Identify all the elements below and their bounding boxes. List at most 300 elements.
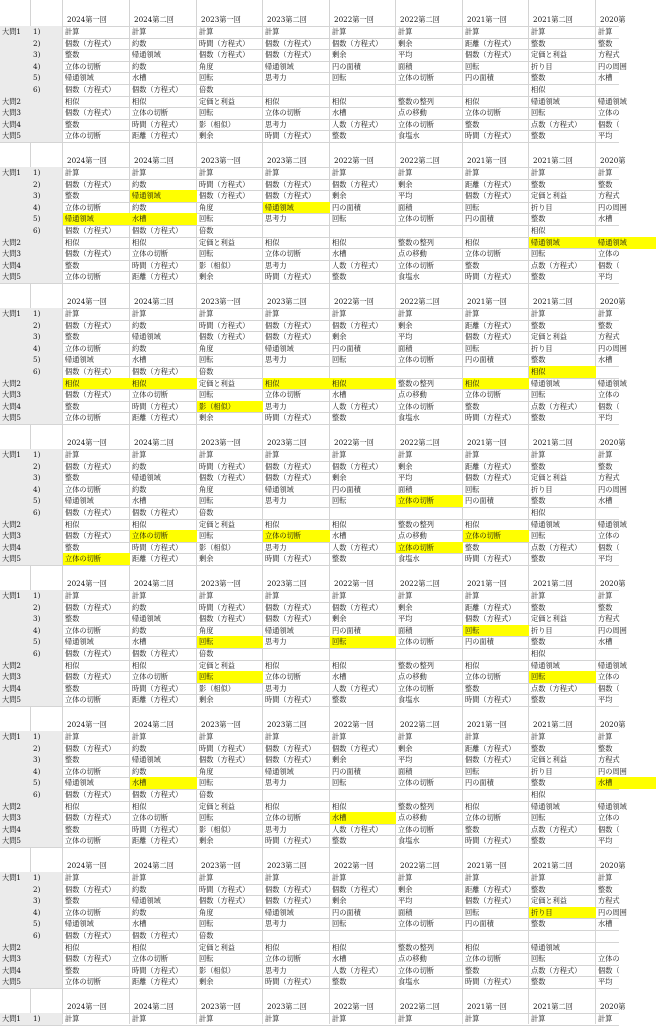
topic-cell[interactable]: 相似 xyxy=(332,942,347,952)
topic-cell[interactable]: 個数（方程式） xyxy=(265,884,316,894)
sub-question-label[interactable]: 3) xyxy=(33,332,41,342)
question-label[interactable]: 大問2 xyxy=(2,96,21,106)
topic-cell[interactable]: 計算 xyxy=(265,168,280,177)
sub-question-label[interactable]: 3) xyxy=(33,755,41,765)
topic-cell[interactable]: 思考力 xyxy=(265,637,287,647)
topic-cell[interactable]: 整数 xyxy=(332,131,347,141)
topic-cell[interactable]: 計算 xyxy=(265,732,280,741)
topic-cell[interactable]: 立体の切断 xyxy=(65,202,101,212)
topic-cell[interactable]: 剰余 xyxy=(398,461,413,471)
topic-cell[interactable]: 距離（方程式） xyxy=(132,413,183,423)
topic-cell[interactable]: 倍数 xyxy=(199,931,214,940)
sub-question-label[interactable]: 4) xyxy=(33,907,41,917)
topic-cell[interactable]: 点の移動 xyxy=(398,531,427,541)
column-header[interactable]: 2021第一回 xyxy=(467,297,507,306)
topic-cell[interactable]: 時間（方程式） xyxy=(132,119,183,129)
topic-cell[interactable]: 立体の切断 xyxy=(396,542,463,554)
topic-cell[interactable]: 相似 xyxy=(465,237,480,247)
topic-cell[interactable]: 水槽 xyxy=(598,355,613,365)
topic-cell[interactable]: 水槽 xyxy=(132,496,147,506)
topic-cell[interactable]: 帰通領域 xyxy=(130,190,197,202)
topic-cell[interactable]: 帰通領域 xyxy=(265,343,294,353)
topic-cell[interactable]: 時間（方程式） xyxy=(199,743,250,753)
topic-cell[interactable]: 思考力 xyxy=(265,355,287,365)
topic-cell[interactable]: 個数（方程式） xyxy=(65,790,116,799)
sub-question-label[interactable]: 1) xyxy=(33,450,41,459)
topic-cell[interactable]: 剰余 xyxy=(332,332,347,342)
topic-cell[interactable]: 約数 xyxy=(132,38,147,48)
topic-cell[interactable]: 個数（方程式） xyxy=(65,672,116,682)
topic-cell[interactable]: 水槽 xyxy=(132,919,147,929)
topic-cell[interactable]: 時間（方程式） xyxy=(465,695,516,705)
column-header[interactable]: 2022第二回 xyxy=(400,861,440,870)
topic-cell[interactable]: 倍数 xyxy=(199,508,214,517)
sub-question-label[interactable]: 2) xyxy=(33,743,41,753)
topic-cell[interactable]: 人数（方程式） xyxy=(332,542,383,552)
topic-cell[interactable]: 食塩水 xyxy=(398,977,420,987)
topic-cell[interactable]: 約数 xyxy=(132,907,147,917)
column-header[interactable]: 2021第一回 xyxy=(467,438,507,447)
topic-cell[interactable]: 個数（方程式） xyxy=(132,85,183,94)
topic-cell[interactable]: 帰通領域 xyxy=(132,473,161,483)
column-header[interactable]: 2021第一回 xyxy=(467,156,507,165)
topic-cell[interactable]: 整数 xyxy=(531,496,546,506)
topic-cell[interactable]: 思考力 xyxy=(265,401,287,411)
topic-cell[interactable]: 立体の切断 xyxy=(132,108,168,118)
topic-cell[interactable]: 個数（ xyxy=(598,542,620,552)
sub-question-label[interactable]: 4) xyxy=(33,202,41,212)
topic-cell[interactable] xyxy=(396,84,463,96)
topic-cell[interactable]: 時間（方程式） xyxy=(465,413,516,423)
topic-cell[interactable]: 個数（方程式） xyxy=(65,390,116,400)
column-header[interactable]: 2022第二回 xyxy=(400,579,440,588)
topic-cell[interactable] xyxy=(330,225,396,237)
column-header[interactable]: 2022第二回 xyxy=(400,1002,440,1011)
topic-cell[interactable]: 帰通領域 xyxy=(132,896,161,906)
topic-cell[interactable]: 整数の整列 xyxy=(398,519,434,529)
question-label[interactable]: 大問4 xyxy=(2,119,21,129)
topic-cell[interactable]: 計算 xyxy=(265,591,280,600)
topic-cell[interactable]: 立体の xyxy=(598,249,620,259)
column-header[interactable]: 2023第一回 xyxy=(201,1002,241,1011)
column-header[interactable]: 2022第一回 xyxy=(334,861,374,870)
topic-cell[interactable]: 計算 xyxy=(65,591,80,600)
topic-cell[interactable]: 整数 xyxy=(65,542,80,552)
topic-cell[interactable]: 帰通領域 xyxy=(531,660,560,670)
topic-cell[interactable]: 回転 xyxy=(199,496,214,506)
column-header[interactable]: 2020第 xyxy=(600,438,626,447)
topic-cell[interactable]: 立体の切断 xyxy=(465,954,501,964)
topic-cell[interactable]: 回転 xyxy=(531,390,546,400)
topic-cell[interactable]: 立体の切断 xyxy=(132,813,168,823)
topic-cell[interactable]: 計算 xyxy=(398,309,413,318)
topic-cell[interactable]: 水槽 xyxy=(598,496,613,506)
topic-cell[interactable]: 計算 xyxy=(132,27,147,36)
topic-cell[interactable]: 個数（方程式） xyxy=(65,649,116,658)
topic-cell[interactable]: 相似 xyxy=(65,237,80,247)
topic-cell[interactable]: 約数 xyxy=(132,602,147,612)
topic-cell[interactable]: 水槽 xyxy=(332,672,347,682)
topic-cell[interactable]: 角度 xyxy=(199,484,214,494)
topic-cell[interactable]: 時間（方程式） xyxy=(132,401,183,411)
topic-cell[interactable]: 立体の切断 xyxy=(132,249,168,259)
topic-cell[interactable]: 計算 xyxy=(398,591,413,600)
topic-cell[interactable]: 相似 xyxy=(330,378,396,390)
topic-cell[interactable]: 回転 xyxy=(199,73,214,83)
topic-cell[interactable]: 回転 xyxy=(465,766,480,776)
topic-cell[interactable]: 個数（方程式） xyxy=(65,508,116,517)
topic-cell[interactable]: 点数（方程式） xyxy=(531,824,582,834)
column-header[interactable]: 2021第一回 xyxy=(467,720,507,729)
topic-cell[interactable]: 計算 xyxy=(132,450,147,459)
topic-cell[interactable]: 約数 xyxy=(132,766,147,776)
topic-cell[interactable]: 個数（方程式） xyxy=(265,896,316,906)
topic-cell[interactable]: 整数 xyxy=(65,614,80,624)
topic-cell[interactable]: 整数 xyxy=(598,743,613,753)
topic-cell[interactable]: 個数（方程式） xyxy=(65,179,116,189)
topic-cell[interactable]: 計算 xyxy=(465,1014,480,1023)
topic-cell[interactable]: 個数（方程式） xyxy=(199,50,250,60)
topic-cell[interactable]: 距離（方程式） xyxy=(465,38,516,48)
topic-cell[interactable]: 剰余 xyxy=(398,179,413,189)
topic-cell[interactable]: 剰余 xyxy=(398,38,413,48)
topic-cell[interactable]: 整数 xyxy=(531,73,546,83)
topic-cell[interactable]: 整数 xyxy=(332,977,347,987)
topic-cell[interactable]: 剰余 xyxy=(199,695,214,705)
topic-cell[interactable]: 相似 xyxy=(265,96,280,106)
topic-cell[interactable]: 面積 xyxy=(398,202,413,212)
topic-cell[interactable]: 立体の切断 xyxy=(398,824,434,834)
topic-cell[interactable]: 剰余 xyxy=(332,614,347,624)
topic-cell[interactable]: 計算 xyxy=(398,450,413,459)
topic-cell[interactable]: 回転 xyxy=(199,954,214,964)
column-header[interactable]: 2023第一回 xyxy=(201,297,241,306)
topic-cell[interactable]: 相似 xyxy=(465,660,480,670)
topic-cell[interactable]: 相似 xyxy=(332,237,347,247)
sub-question-label[interactable]: 6) xyxy=(33,649,41,658)
topic-cell[interactable]: 立体の切断 xyxy=(463,530,529,542)
topic-cell[interactable]: 点数（方程式） xyxy=(531,401,582,411)
question-label[interactable]: 大問4 xyxy=(2,965,21,975)
topic-cell[interactable]: 個数（方程式） xyxy=(65,954,116,964)
topic-cell[interactable]: 計算 xyxy=(65,27,80,36)
topic-cell[interactable]: 立体の切断 xyxy=(265,108,301,118)
topic-cell[interactable]: 剰余 xyxy=(398,884,413,894)
topic-cell[interactable]: 整数 xyxy=(531,272,546,282)
topic-cell[interactable]: 立体の切断 xyxy=(465,108,501,118)
topic-cell[interactable]: 整数 xyxy=(465,824,480,834)
column-header[interactable]: 2024第二回 xyxy=(134,438,174,447)
topic-cell[interactable]: 回転 xyxy=(330,636,396,648)
sub-question-label[interactable]: 4) xyxy=(33,766,41,776)
question-label[interactable]: 大問5 xyxy=(2,131,21,141)
topic-cell[interactable]: 円の面積 xyxy=(332,766,361,776)
sub-question-label[interactable]: 2) xyxy=(33,38,41,48)
topic-cell[interactable]: 人数（方程式） xyxy=(332,401,383,411)
topic-cell[interactable]: 計算 xyxy=(199,27,214,36)
topic-cell[interactable]: 角度 xyxy=(199,766,214,776)
topic-cell[interactable]: 整数 xyxy=(598,602,613,612)
topic-cell[interactable]: 整数 xyxy=(332,272,347,282)
topic-cell[interactable]: 計算 xyxy=(132,873,147,882)
topic-cell[interactable]: 水槽 xyxy=(332,108,347,118)
topic-cell[interactable]: 計算 xyxy=(465,27,480,36)
topic-cell[interactable]: 相似 xyxy=(332,519,347,529)
topic-cell[interactable]: 立体の xyxy=(598,813,620,823)
topic-cell[interactable]: 角度 xyxy=(199,202,214,212)
topic-cell[interactable]: 計算 xyxy=(598,1014,613,1023)
topic-cell[interactable]: 円の面積 xyxy=(465,919,494,929)
topic-cell[interactable]: 帰通領域 xyxy=(531,519,560,529)
topic-cell[interactable]: 計算 xyxy=(199,732,214,741)
topic-cell[interactable]: 整数 xyxy=(65,191,80,201)
column-header[interactable]: 2020第 xyxy=(600,1002,626,1011)
topic-cell[interactable]: 回転 xyxy=(199,108,214,118)
topic-cell[interactable]: 計算 xyxy=(531,591,546,600)
sub-question-label[interactable]: 5) xyxy=(33,778,41,788)
topic-cell[interactable]: 整数 xyxy=(465,965,480,975)
topic-cell[interactable]: 個数（方程式） xyxy=(132,931,183,940)
question-label[interactable]: 大問1 xyxy=(2,27,21,36)
topic-cell[interactable]: 円の周囲 xyxy=(598,484,627,494)
topic-cell[interactable]: 立体の切断 xyxy=(265,249,301,259)
column-header[interactable]: 2023第一回 xyxy=(201,438,241,447)
topic-cell[interactable]: 立体の切断 xyxy=(130,530,197,542)
topic-cell[interactable]: 剰余 xyxy=(199,977,214,987)
topic-cell[interactable]: 計算 xyxy=(199,873,214,882)
topic-cell[interactable] xyxy=(396,648,463,660)
topic-cell[interactable]: 立体の切断 xyxy=(65,695,101,705)
topic-cell[interactable]: 時間（方程式） xyxy=(465,272,516,282)
question-label[interactable]: 大問1 xyxy=(2,591,21,600)
topic-cell[interactable]: 個数（方程式） xyxy=(265,461,316,471)
column-header[interactable]: 2024第二回 xyxy=(134,297,174,306)
column-header[interactable]: 2024第一回 xyxy=(67,720,107,729)
topic-cell[interactable]: 距離（方程式） xyxy=(465,884,516,894)
sub-question-label[interactable]: 3) xyxy=(33,896,41,906)
topic-cell[interactable]: 立体の切断 xyxy=(465,813,501,823)
topic-cell[interactable]: 個数（方程式） xyxy=(65,931,116,940)
topic-cell[interactable]: 距離（方程式） xyxy=(132,977,183,987)
topic-cell[interactable]: 帰通領域 xyxy=(65,778,94,788)
topic-cell[interactable]: 帰通領域 xyxy=(265,766,294,776)
topic-cell[interactable]: 思考力 xyxy=(265,683,287,693)
topic-cell[interactable]: 平均 xyxy=(398,755,413,765)
topic-cell[interactable]: 影（相似） xyxy=(199,683,235,693)
sub-question-label[interactable]: 5) xyxy=(33,214,41,224)
topic-cell[interactable]: 円の面積 xyxy=(332,625,361,635)
topic-cell[interactable]: 思考力 xyxy=(265,919,287,929)
topic-cell[interactable]: 円の面積 xyxy=(465,778,494,788)
topic-cell[interactable]: 定価と利益 xyxy=(531,755,567,765)
topic-cell[interactable]: 個数（方程式） xyxy=(332,461,383,471)
column-header[interactable]: 2022第一回 xyxy=(334,579,374,588)
topic-cell[interactable]: 面積 xyxy=(398,343,413,353)
topic-cell[interactable]: 計算 xyxy=(199,591,214,600)
topic-cell[interactable]: 点数（方程式） xyxy=(531,683,582,693)
topic-cell[interactable]: 時間（方程式） xyxy=(132,683,183,693)
question-label[interactable]: 大問5 xyxy=(2,554,21,564)
topic-cell[interactable]: 平均 xyxy=(398,332,413,342)
topic-cell[interactable] xyxy=(263,930,330,942)
topic-cell[interactable]: 剰余 xyxy=(398,320,413,330)
topic-cell[interactable]: 距離（方程式） xyxy=(465,602,516,612)
column-header[interactable]: 2020第 xyxy=(600,297,626,306)
topic-cell[interactable] xyxy=(396,366,463,378)
topic-cell[interactable]: 計算 xyxy=(132,591,147,600)
question-label[interactable]: 大問4 xyxy=(2,824,21,834)
column-header[interactable]: 2022第二回 xyxy=(400,15,440,24)
column-header[interactable]: 2024第一回 xyxy=(67,861,107,870)
topic-cell[interactable]: 個数（方程式） xyxy=(265,473,316,483)
topic-cell[interactable]: 時間（方程式） xyxy=(265,836,316,846)
topic-cell[interactable] xyxy=(263,507,330,519)
topic-cell[interactable]: 思考力 xyxy=(265,824,287,834)
sub-question-label[interactable]: 3) xyxy=(33,50,41,60)
topic-cell[interactable]: 面積 xyxy=(398,625,413,635)
topic-cell[interactable]: 整数 xyxy=(531,602,546,612)
topic-cell[interactable]: 整数 xyxy=(531,554,546,564)
column-header[interactable]: 2023第一回 xyxy=(201,579,241,588)
topic-cell[interactable]: 計算 xyxy=(265,27,280,36)
column-header[interactable]: 2021第二回 xyxy=(533,861,573,870)
topic-cell[interactable]: 個数（方程式） xyxy=(199,896,250,906)
topic-cell[interactable]: 思考力 xyxy=(265,496,287,506)
topic-cell[interactable]: 約数 xyxy=(132,461,147,471)
topic-cell[interactable]: 点の移動 xyxy=(398,249,427,259)
topic-cell[interactable]: 約数 xyxy=(132,202,147,212)
topic-cell[interactable]: 帰通領域 xyxy=(265,625,294,635)
topic-cell[interactable]: 面積 xyxy=(398,61,413,71)
topic-cell[interactable]: 整数 xyxy=(531,977,546,987)
topic-cell[interactable] xyxy=(596,84,656,96)
topic-cell[interactable]: 帰通領域 xyxy=(598,378,627,388)
topic-cell[interactable]: 立体の切断 xyxy=(132,390,168,400)
topic-cell[interactable]: 整数 xyxy=(598,320,613,330)
topic-cell[interactable]: 倍数 xyxy=(199,649,214,658)
topic-cell[interactable]: 約数 xyxy=(132,743,147,753)
topic-cell[interactable]: 計算 xyxy=(531,450,546,459)
topic-cell[interactable]: 時間（方程式） xyxy=(465,977,516,987)
topic-cell[interactable]: 整数 xyxy=(531,461,546,471)
topic-cell[interactable]: 計算 xyxy=(598,591,613,600)
topic-cell[interactable]: 剰余 xyxy=(199,554,214,564)
column-header[interactable]: 2024第一回 xyxy=(67,297,107,306)
topic-cell[interactable]: 個数（方程式） xyxy=(265,179,316,189)
topic-cell[interactable]: 帰通領域 xyxy=(132,755,161,765)
topic-cell[interactable]: 個数（方程式） xyxy=(65,461,116,471)
topic-cell[interactable]: 立体の切断 xyxy=(65,131,101,141)
topic-cell[interactable]: 整数の整列 xyxy=(398,96,434,106)
topic-cell[interactable]: 帰通領域 xyxy=(265,907,294,917)
topic-cell[interactable]: 倍数 xyxy=(199,226,214,235)
topic-cell[interactable]: 時間（方程式） xyxy=(465,836,516,846)
topic-cell[interactable]: 回転 xyxy=(199,919,214,929)
topic-cell[interactable]: 相似 xyxy=(265,237,280,247)
topic-cell[interactable]: 円の面積 xyxy=(332,907,361,917)
topic-cell[interactable]: 倍数 xyxy=(199,367,214,376)
topic-cell[interactable]: 計算 xyxy=(132,309,147,318)
topic-cell[interactable]: 剰余 xyxy=(199,836,214,846)
topic-cell[interactable] xyxy=(463,84,529,96)
topic-cell[interactable]: 帰通領域 xyxy=(65,73,94,83)
topic-cell[interactable]: 水槽 xyxy=(598,73,613,83)
topic-cell[interactable]: 時間（方程式） xyxy=(199,179,250,189)
topic-cell[interactable]: 円の面積 xyxy=(332,343,361,353)
topic-cell[interactable]: 折り目 xyxy=(531,343,553,353)
topic-cell[interactable]: 整数 xyxy=(598,38,613,48)
topic-cell[interactable]: 相似 xyxy=(65,801,80,811)
topic-cell[interactable]: 立体の切断 xyxy=(465,672,501,682)
topic-cell[interactable]: 相似 xyxy=(265,660,280,670)
sub-question-label[interactable]: 2) xyxy=(33,461,41,471)
sub-question-label[interactable]: 2) xyxy=(33,179,41,189)
topic-cell[interactable]: 個数（方程式） xyxy=(132,508,183,517)
topic-cell[interactable]: 整数 xyxy=(598,461,613,471)
topic-cell[interactable]: 時間（方程式） xyxy=(132,965,183,975)
topic-cell[interactable]: 定価と利益 xyxy=(199,660,235,670)
topic-cell[interactable]: 円の周囲 xyxy=(598,766,627,776)
topic-cell[interactable]: 計算 xyxy=(265,873,280,882)
question-label[interactable]: 大問5 xyxy=(2,836,21,846)
topic-cell[interactable]: 立体の切断 xyxy=(65,61,101,71)
topic-cell[interactable] xyxy=(396,789,463,801)
topic-cell[interactable]: 整数 xyxy=(598,884,613,894)
column-header[interactable]: 2022第一回 xyxy=(334,1002,374,1011)
topic-cell[interactable]: 計算 xyxy=(332,309,347,318)
topic-cell[interactable]: 個数（方程式） xyxy=(132,367,183,376)
sub-question-label[interactable]: 2) xyxy=(33,320,41,330)
topic-cell[interactable]: 帰通領域 xyxy=(65,637,94,647)
topic-cell[interactable]: 時間（方程式） xyxy=(199,320,250,330)
topic-cell[interactable]: 計算 xyxy=(265,450,280,459)
topic-cell[interactable]: 立体の切断 xyxy=(398,965,434,975)
topic-cell[interactable]: 計算 xyxy=(332,27,347,36)
sub-question-label[interactable]: 4) xyxy=(33,625,41,635)
topic-cell[interactable]: 整数 xyxy=(65,755,80,765)
topic-cell[interactable]: 立体の切断 xyxy=(65,836,101,846)
topic-cell[interactable]: 相似 xyxy=(332,96,347,106)
topic-cell[interactable]: 立体の切断 xyxy=(398,778,434,788)
topic-cell[interactable]: 折り目 xyxy=(531,202,553,212)
question-label[interactable]: 大問1 xyxy=(2,450,21,459)
topic-cell[interactable]: 平均 xyxy=(398,50,413,60)
topic-cell[interactable]: 計算 xyxy=(598,27,613,36)
topic-cell[interactable]: 影（相似） xyxy=(199,119,235,129)
column-header[interactable]: 2023第二回 xyxy=(267,579,307,588)
topic-cell[interactable]: 立体の切断 xyxy=(398,73,434,83)
topic-cell[interactable]: 立体の切断 xyxy=(398,401,434,411)
topic-cell[interactable]: 剰余 xyxy=(199,131,214,141)
topic-cell[interactable]: 個数（方程式） xyxy=(465,473,516,483)
topic-cell[interactable]: 回転 xyxy=(199,249,214,259)
topic-cell[interactable]: 整数 xyxy=(531,179,546,189)
topic-cell[interactable]: 相似 xyxy=(65,519,80,529)
topic-cell[interactable]: 回転 xyxy=(199,531,214,541)
topic-cell[interactable]: 計算 xyxy=(465,591,480,600)
topic-cell[interactable]: 整数 xyxy=(531,743,546,753)
column-header[interactable]: 2023第一回 xyxy=(201,720,241,729)
topic-cell[interactable]: 帰通領域 xyxy=(531,801,560,811)
topic-cell[interactable]: 個数（方程式） xyxy=(132,226,183,235)
topic-cell[interactable]: 距離（方程式） xyxy=(132,836,183,846)
topic-cell[interactable]: 時間（方程式） xyxy=(132,824,183,834)
column-header[interactable]: 2021第二回 xyxy=(533,720,573,729)
topic-cell[interactable]: 角度 xyxy=(199,343,214,353)
topic-cell[interactable]: 相似 xyxy=(465,801,480,811)
question-label[interactable]: 大問5 xyxy=(2,413,21,423)
topic-cell[interactable]: 時間（方程式） xyxy=(199,884,250,894)
